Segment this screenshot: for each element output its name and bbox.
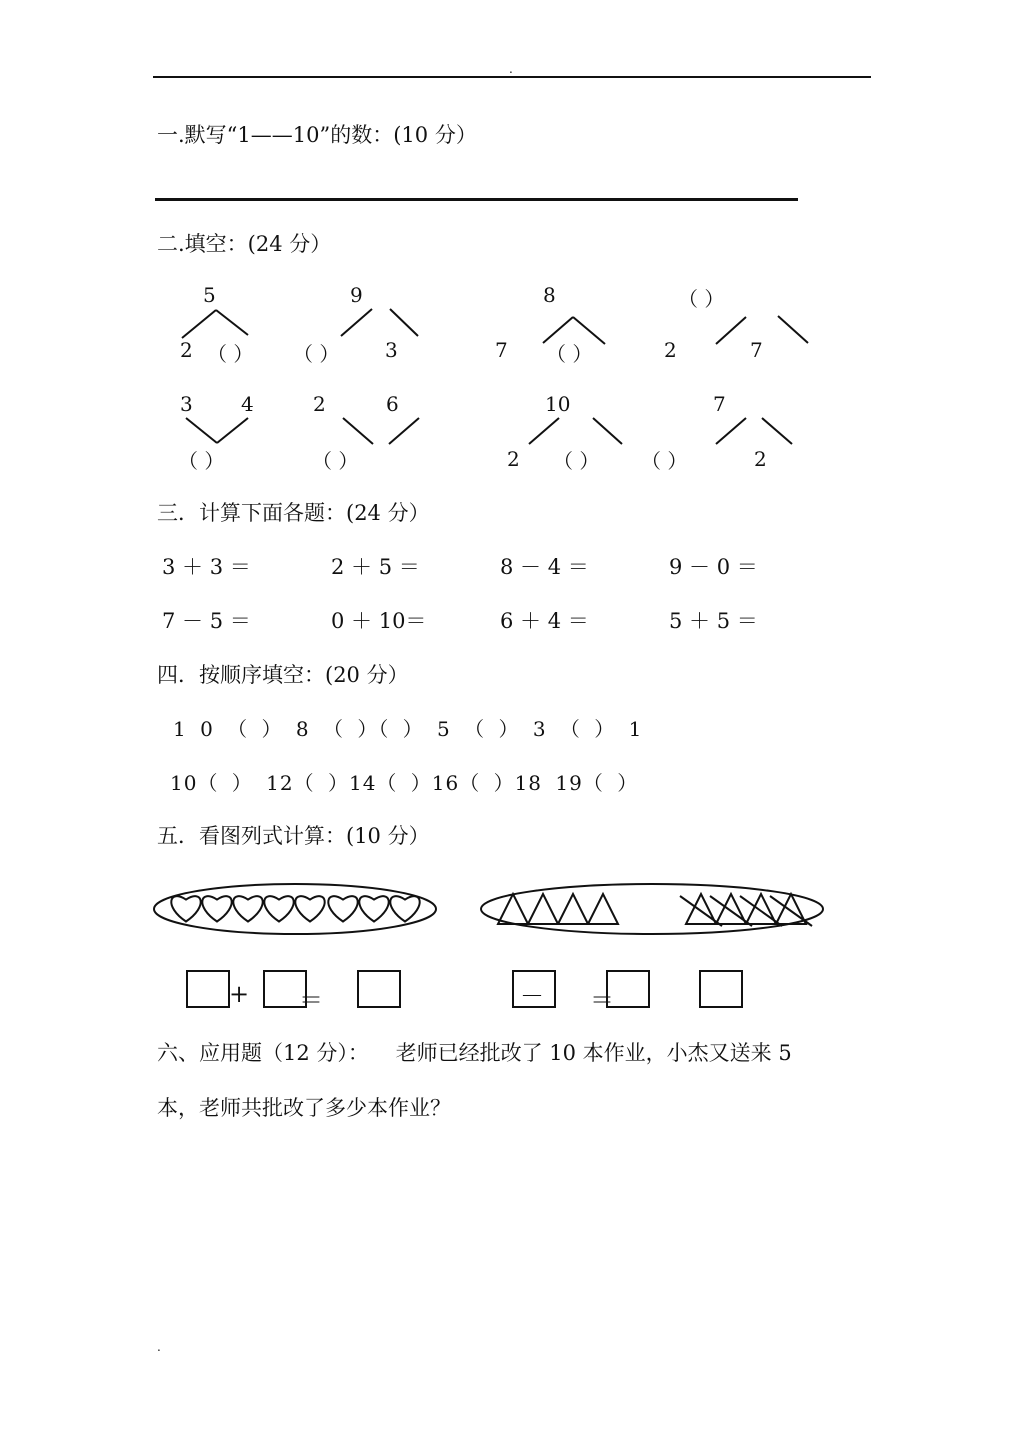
q2-r2-4-right: 2 <box>754 447 767 471</box>
heart-icon <box>328 896 357 921</box>
subtrahend-box[interactable] <box>606 970 650 1008</box>
triangles-ellipse <box>481 884 823 934</box>
heart-icon <box>295 896 324 921</box>
q3-r2-c1: 7 － 5 ＝ <box>162 609 251 633</box>
q6-line1: 六、应用题（12 分）： 老师已经批改了 10 本作业，小杰又送来 5 <box>157 1041 792 1065</box>
q3-r1-c3: 8 － 4 ＝ <box>500 555 589 579</box>
q3-r2-c3: 6 ＋ 4 ＝ <box>500 609 589 633</box>
q2-r1-4-top[interactable]: （ ） <box>678 287 725 311</box>
q3-r2-c2: 0 ＋ 10＝ <box>331 609 427 633</box>
q4-sequence-line1: 1 0 （ ） 8 （ ）（ ） 5 （ ） 3 （ ） 1 <box>173 717 643 741</box>
q3-r1-c2: 2 ＋ 5 ＝ <box>331 555 420 579</box>
minus-sign: － <box>520 982 544 1010</box>
heart-icon <box>359 896 388 921</box>
q2-r2-1-right: 4 <box>241 392 254 416</box>
heart-icon <box>202 896 231 921</box>
q2-r2-4-left[interactable]: （ ） <box>641 449 688 473</box>
q4-heading: 四．按顺序填空：(20 分） <box>157 663 409 687</box>
q2-r1-3-left: 7 <box>495 338 508 362</box>
q3-r1-c1: 3 ＋ 3 ＝ <box>162 555 251 579</box>
heart-icon <box>233 896 262 921</box>
hearts-ellipse <box>154 884 436 934</box>
q2-r1-1-left: 2 <box>180 338 193 362</box>
q2-r1-2-right: 3 <box>385 338 398 362</box>
triangle-icon <box>588 894 618 924</box>
heart-icon <box>171 896 200 921</box>
q2-r2-3-top: 10 <box>545 392 571 416</box>
triangle-icon <box>528 894 558 924</box>
q2-r1-4-left: 2 <box>664 338 677 362</box>
header-dot: . <box>509 62 513 76</box>
q2-r2-3-right[interactable]: （ ） <box>553 449 600 473</box>
plus-sign: + <box>229 980 250 1008</box>
footer-dot: . <box>157 1340 161 1354</box>
heart-icon <box>264 896 293 921</box>
q3-r2-c4: 5 ＋ 5 ＝ <box>669 609 758 633</box>
triangle-icon <box>498 894 528 924</box>
triangle-icon <box>558 894 588 924</box>
sum-box[interactable] <box>357 970 401 1008</box>
addend-box-1[interactable] <box>186 970 230 1008</box>
q1-heading: 一.默写“1——10”的数：(10 分） <box>157 123 477 147</box>
q2-r1-1-right[interactable]: （ ） <box>207 342 254 366</box>
equals-sign-right: ＝ <box>590 986 614 1014</box>
q2-r1-3-right[interactable]: （ ） <box>546 342 593 366</box>
q2-r2-2-left: 2 <box>313 392 326 416</box>
heart-icon <box>390 896 419 921</box>
q2-r2-1-left: 3 <box>180 392 193 416</box>
q2-r2-2-bottom[interactable]: （ ） <box>312 449 359 473</box>
q2-r2-1-bottom[interactable]: （ ） <box>178 449 225 473</box>
equals-sign-left: ＝ <box>299 986 323 1014</box>
q4-sequence-line2: 10（ ） 12（ ）14（ ）16（ ）18 19（ ） <box>170 771 639 795</box>
q6-line2: 本，老师共批改了多少本作业？ <box>157 1096 451 1120</box>
q2-r1-1-top: 5 <box>203 283 216 307</box>
q5-heading: 五．看图列式计算：(10 分） <box>157 824 430 848</box>
q3-r1-c4: 9 － 0 ＝ <box>669 555 758 579</box>
q2-heading: 二.填空：(24 分） <box>157 232 332 256</box>
difference-box[interactable] <box>699 970 743 1008</box>
q2-r2-2-right: 6 <box>386 392 399 416</box>
q2-r2-4-top: 7 <box>713 392 726 416</box>
q2-r2-3-left: 2 <box>507 447 520 471</box>
q2-r1-2-top: 9 <box>350 283 363 307</box>
q3-heading: 三．计算下面各题：(24 分） <box>157 501 430 525</box>
q2-r1-2-left[interactable]: （ ） <box>293 342 340 366</box>
q2-r1-4-right: 7 <box>750 338 763 362</box>
q2-r1-3-top: 8 <box>543 283 556 307</box>
